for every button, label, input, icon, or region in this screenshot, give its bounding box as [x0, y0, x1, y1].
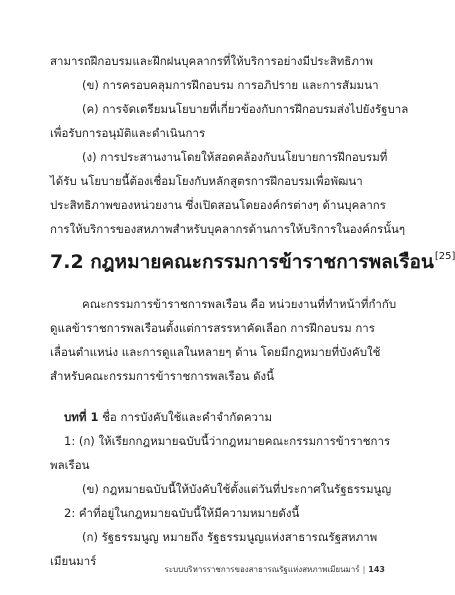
- section-number: 7.2: [50, 251, 84, 273]
- page-footer: [164, 563, 385, 576]
- paragraph-line: การให้บริการของสหภาพสำหรับบุคลากรด้านการให้บริการในองค์กรนั้นๆ: [50, 222, 406, 236]
- footer-separator: |: [362, 565, 366, 574]
- list-item-c: (ค) การจัดเตรียมนโยบายที่เกี่ยวข้องกับการฝึกอบรมส่งไปยังรัฐบาล: [82, 102, 409, 116]
- paragraph-line: ประสิทธิภาพของหน่วยงาน ซึ่งเปิดสอนโดยองค์กรต่างๆ ด้านบุคลากร: [50, 198, 386, 212]
- paragraph-line: สามารถฝึกอบรมและฝึกฝนบุคลากรที่ให้บริการอย่างมีประสิทธิภาพ: [50, 54, 373, 68]
- clause-line: พลเรือน: [50, 458, 90, 472]
- paragraph-line: ได้รับ นโยบายนี้ต้องเชื่อมโยงกับหลักสูตรการฝึกอบรมเพื่อพัฒนา: [50, 174, 363, 188]
- section-title: กฎหมายคณะกรรมการข้าราชการพลเรือน: [90, 251, 434, 273]
- page-number: 143: [368, 565, 385, 574]
- clause-line: 2: คำที่อยู่ในกฎหมายฉบับนี้ให้มีความหมายดังนี้: [64, 506, 300, 520]
- reference-mark: [25]: [434, 251, 455, 262]
- clause-line: (ก) รัฐธรรมนูญ หมายถึง รัฐธรรมนูญแห่งสาธารณรัฐสหภาพ: [82, 530, 378, 544]
- list-item-d: (ง) การประสานงานโดยให้สอดคล้องกับนโยบายการฝึกอบรมที่: [82, 150, 388, 164]
- paragraph-line: คณะกรรมการข้าราชการพลเรือน คือ หน่วยงานที่ทำหน้าที่กำกับ: [82, 297, 397, 311]
- list-item-b: (ข) การครอบคลุมการฝึกอบรม การอภิปราย และการสัมมนา: [82, 78, 379, 92]
- paragraph-line: สำหรับคณะกรรมการข้าราชการพลเรือน ดังนี้: [50, 369, 275, 383]
- clause-line: (ข) กฎหมายฉบับนี้ให้บังคับใช้ตั้งแต่วันที่ประกาศในรัฐธรรมนูญ: [82, 482, 392, 496]
- clause-line: เมียนมาร์: [50, 554, 97, 568]
- clause-line: 1: (ก) ให้เรียกกฎหมายฉบับนี้ว่ากฎหมายคณะกรรมการข้าราชการ: [64, 434, 391, 448]
- paragraph-line: เพื่อรับการอนุมัติและดำเนินการ: [50, 126, 206, 140]
- chapter-label: บทที่ 1: [64, 410, 99, 424]
- paragraph-line: ดูแลข้าราชการพลเรือนตั้งแต่การสรรหาคัดเลือก การฝึกอบรม การ: [50, 321, 375, 335]
- footer-book-title: ระบบบริหารราชการของสาธารณรัฐแห่งสหภาพเมียนมาร์: [164, 565, 360, 574]
- chapter-title: ชื่อ การบังคับใช้และคำจำกัดความ: [102, 410, 273, 424]
- paragraph-line: เลื่อนตำแหน่ง และการดูแลในหลายๆ ด้าน โดยมีกฎหมายที่บังคับใช้: [50, 345, 381, 359]
- section-heading: [50, 247, 455, 277]
- chapter-line: [64, 409, 379, 425]
